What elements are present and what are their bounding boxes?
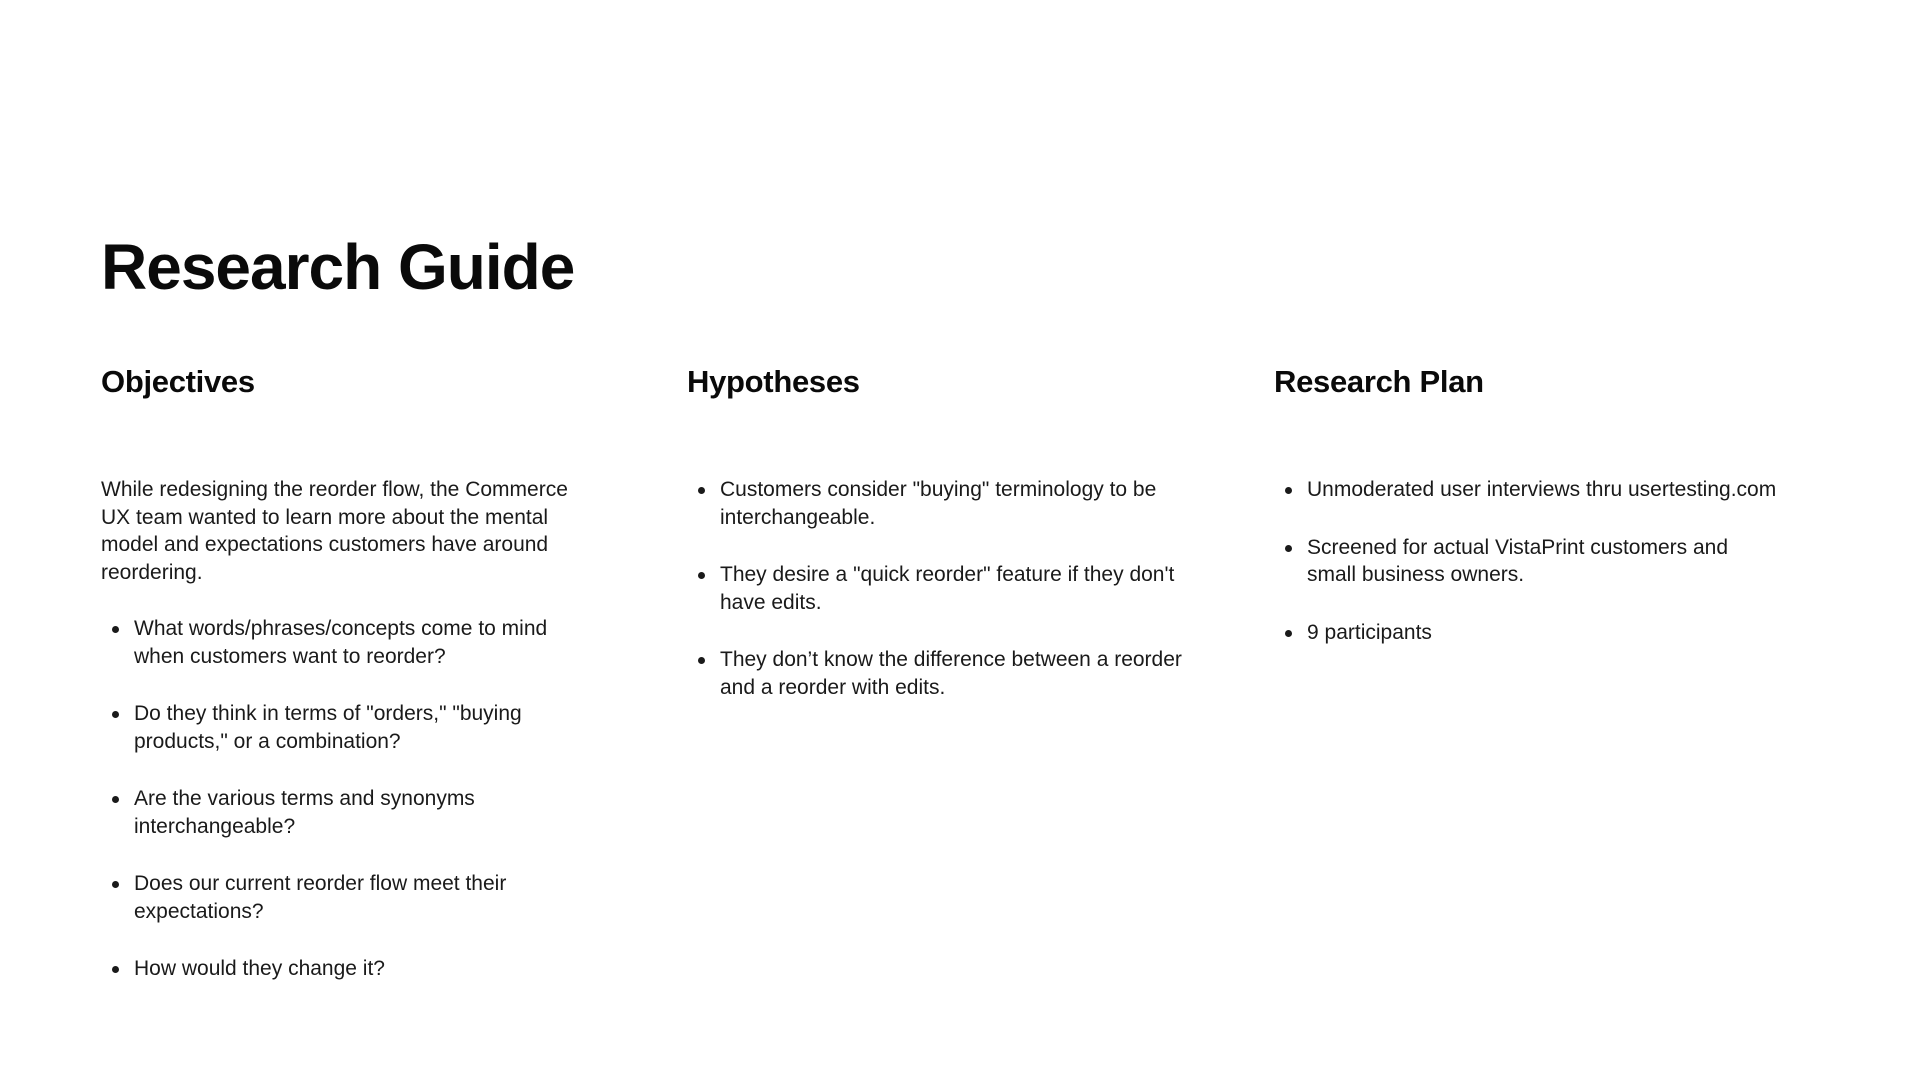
objectives-item-text: Do they think in terms of "orders," "buying products," or a combination? bbox=[134, 702, 522, 753]
objectives-list-item bbox=[101, 700, 594, 755]
hypotheses-item-text: Customers consider "buying" terminology to be interchangeable. bbox=[720, 478, 1157, 529]
objectives-item-text: Does our current reorder flow meet their expectations? bbox=[134, 872, 507, 923]
hypotheses-list bbox=[687, 476, 1187, 701]
objectives-section bbox=[101, 362, 601, 1013]
hypotheses-list-item bbox=[687, 561, 1200, 616]
objectives-list bbox=[101, 615, 601, 983]
research-plan-section bbox=[1274, 362, 1777, 676]
page-title: Research Guide bbox=[101, 231, 575, 303]
research-plan-list-item bbox=[1274, 476, 1777, 504]
objectives-heading: Objectives bbox=[101, 364, 255, 399]
bullet-icon bbox=[112, 626, 119, 633]
research-plan-list-item bbox=[1274, 534, 1777, 589]
objectives-item-text: What words/phrases/concepts come to mind when customers want to reorder? bbox=[134, 617, 548, 668]
bullet-icon bbox=[698, 487, 705, 494]
objectives-list-item bbox=[101, 955, 594, 983]
hypotheses-section bbox=[687, 362, 1187, 731]
objectives-list-item bbox=[101, 615, 594, 670]
objectives-item-text: Are the various terms and synonyms interchangeable? bbox=[134, 787, 475, 838]
objectives-item-text: How would they change it? bbox=[134, 957, 385, 980]
bullet-icon bbox=[112, 881, 119, 888]
research-plan-item-text: Unmoderated user interviews thru usertesting.com bbox=[1307, 478, 1777, 501]
research-plan-list-item bbox=[1274, 619, 1777, 647]
bullet-icon bbox=[1285, 630, 1292, 637]
bullet-icon bbox=[698, 657, 705, 664]
research-plan-list bbox=[1274, 476, 1777, 646]
bullet-icon bbox=[112, 796, 119, 803]
hypotheses-item-text: They desire a "quick reorder" feature if they don't have edits. bbox=[720, 563, 1175, 614]
objectives-intro: While redesigning the reorder flow, the Commerce UX team wanted to learn more about the mental model and expectations customers have around reordering. bbox=[101, 478, 568, 584]
research-plan-item-text: Screened for actual VistaPrint customers and small business owners. bbox=[1307, 535, 1728, 586]
hypotheses-list-item bbox=[687, 476, 1200, 531]
objectives-list-item bbox=[101, 870, 594, 925]
bullet-icon bbox=[1285, 545, 1292, 552]
research-plan-heading: Research Plan bbox=[1274, 364, 1484, 399]
bullet-icon bbox=[112, 966, 119, 973]
research-plan-item-text: 9 participants bbox=[1307, 620, 1432, 644]
objectives-list-item bbox=[101, 785, 594, 840]
bullet-icon bbox=[698, 572, 705, 579]
hypotheses-list-item bbox=[687, 646, 1200, 701]
bullet-icon bbox=[1285, 487, 1292, 494]
hypotheses-heading: Hypotheses bbox=[687, 364, 860, 399]
hypotheses-item-text: They don’t know the difference between a reorder and a reorder with edits. bbox=[720, 648, 1182, 699]
bullet-icon bbox=[112, 711, 119, 718]
